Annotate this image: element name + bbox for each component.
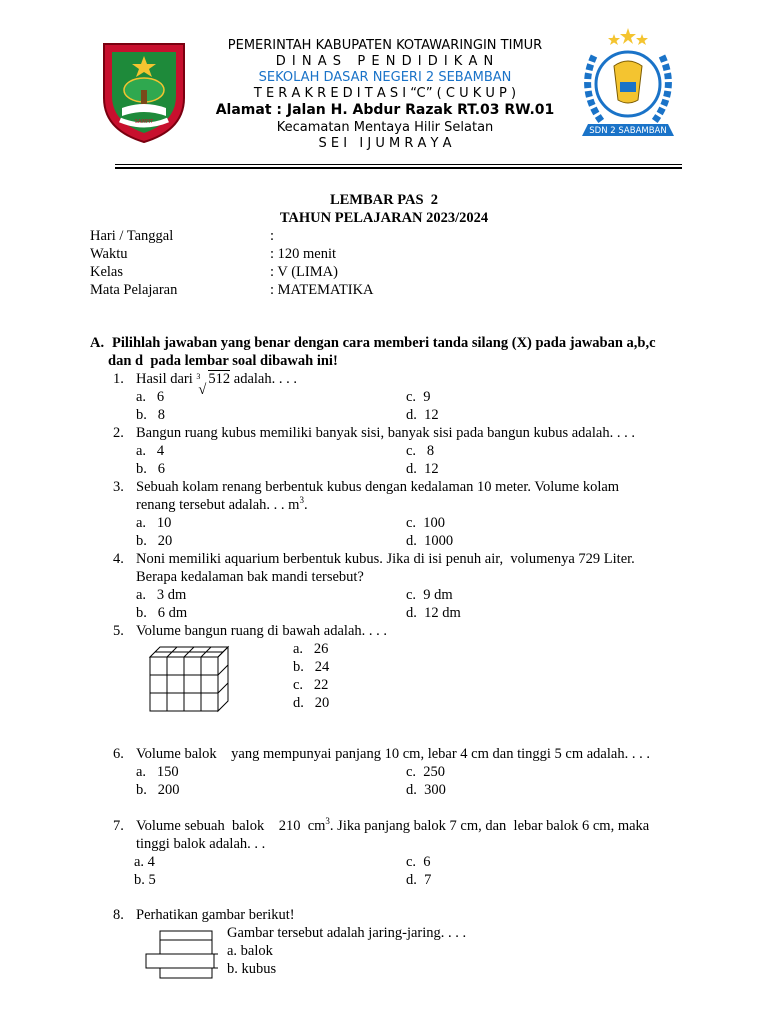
option-b: b. 24 [293, 659, 330, 675]
question-number: 7. [113, 818, 124, 834]
option-d: d. 12 [406, 407, 439, 423]
section-marker: A. [90, 335, 105, 351]
question-subtext: Gambar tersebut adalah jaring-jaring. . . . [227, 925, 467, 941]
instruction-line-2: dan d pada lembar soal dibawah ini! [108, 353, 338, 369]
option-d: d. 300 [406, 782, 446, 798]
option-d: d. 12 [406, 461, 439, 477]
option-c: c. 8 [406, 443, 435, 459]
instruction-line-1: Pilihlah jawaban yang benar dengan cara memberi tanda silang (X) pada jawaban a,b,c [112, 335, 656, 351]
option-b: b. 6 [136, 461, 165, 477]
agency-name: D I N A S P E N D I D I K A N [275, 54, 495, 69]
subdistrict: Kecamatan Mentaya Hilir Selatan [276, 120, 494, 135]
option-a: a. 26 [293, 641, 329, 657]
regency-logo-text: SAMPIT [134, 119, 154, 125]
info-value-date: : [270, 228, 275, 244]
info-label-time: Waktu [90, 246, 128, 262]
option-a: a. 150 [136, 764, 179, 780]
info-label-date: Hari / Tanggal [90, 228, 174, 244]
option-c: c. 22 [293, 677, 329, 693]
info-value-subject: : MATEMATIKA [270, 282, 374, 298]
radicand: 512 [208, 371, 231, 387]
header-divider-bottom [115, 167, 682, 169]
option-b: b. 5 [134, 872, 156, 888]
question-text-line-2: Berapa kedalaman bak mandi tersebut? [136, 569, 364, 585]
option-b: b. 6 dm [136, 605, 188, 621]
option-b: b. kubus [227, 961, 277, 977]
header-divider-top [115, 164, 682, 165]
question-text: Bangun ruang kubus memiliki banyak sisi, banyak sisi pada bangun kubus adalah. . . . [136, 425, 635, 441]
info-value-time: : 120 menit [270, 246, 337, 262]
question-number: 2. [113, 425, 124, 441]
radical-sign-icon: √ [198, 382, 207, 398]
village: S E I I J U M R A Y A [318, 136, 452, 151]
option-d: d. 12 dm [406, 605, 461, 621]
question-number: 5. [113, 623, 124, 639]
option-c: c. 6 [406, 854, 431, 870]
option-a: a. 4 [134, 854, 155, 870]
option-a: a. 6 [136, 389, 165, 405]
school-logo-text: SDN 2 SABAMBAN [589, 126, 667, 136]
option-c: c. 100 [406, 515, 446, 531]
question-text-line-2: renang tersebut adalah. . . $m^3$. [136, 495, 308, 513]
question-number: 3. [113, 479, 124, 495]
question-text: Volume bangun ruang di bawah adalah. . . . [136, 623, 388, 639]
regency-logo-icon [98, 38, 190, 146]
unit-cube-block-figure [146, 643, 230, 715]
school-address: Alamat : Jalan H. Abdur Razak RT.03 RW.01 [215, 102, 555, 118]
question-text: Volume balok yang mempunyai panjang 10 cm, lebar 4 cm dan tinggi 5 cm adalah. . . . [136, 746, 650, 762]
option-b: b. 200 [136, 782, 180, 798]
question-number: 4. [113, 551, 124, 567]
info-label-class: Kelas [90, 264, 124, 280]
option-d: d. 1000 [406, 533, 454, 549]
question-number: 8. [113, 907, 124, 923]
government-name: PEMERINTAH KABUPATEN KOTAWARINGIN TIMUR [227, 38, 543, 53]
option-a: a. 3 dm [136, 587, 187, 603]
question-text-line-1: Volume sebuah balok 210 $cm^3$. Jika panjang balok 7 cm, dan lebar balok 6 cm, maka [136, 816, 650, 834]
option-d: d. 7 [406, 872, 432, 888]
option-b: b. 20 [136, 533, 173, 549]
question-text-line-2: tinggi balok adalah. . . [136, 836, 266, 852]
option-c: c. 9 [406, 389, 431, 405]
option-a: a. 10 [136, 515, 172, 531]
info-label-subject: Mata Pelajaran [90, 282, 178, 298]
accreditation: T E R A K R E D I T A S I “C” ( C U K U P ) [253, 86, 517, 101]
question-text: Hasil dari 3 √ 512 adalah. . . . [136, 371, 297, 398]
option-a: a. balok [227, 943, 273, 959]
info-value-class: : V (LIMA) [270, 264, 338, 280]
question-number: 6. [113, 746, 124, 762]
question-text-line-1: Noni memiliki aquarium berbentuk kubus. Jika di isi penuh air, volumenya 729 Liter. [136, 551, 635, 567]
option-c: c. 250 [406, 764, 446, 780]
net-diagram-figure [144, 927, 220, 983]
academic-year: TAHUN PELAJARAN 2023/2024 [279, 210, 489, 226]
option-c: c. 9 dm [406, 587, 453, 603]
question-text: Perhatikan gambar berikut! [136, 907, 295, 923]
school-logo-icon [572, 26, 684, 150]
option-d: d. 20 [293, 695, 330, 711]
question-number: 1. [113, 371, 124, 387]
school-name: SEKOLAH DASAR NEGERI 2 SEBAMBAN [258, 70, 512, 85]
document-title: LEMBAR PAS 2 [329, 192, 439, 208]
option-b: b. 8 [136, 407, 165, 423]
option-a: a. 4 [136, 443, 165, 459]
question-text-line-1: Sebuah kolam renang berbentuk kubus dengan kedalaman 10 meter. Volume kolam [136, 479, 620, 495]
